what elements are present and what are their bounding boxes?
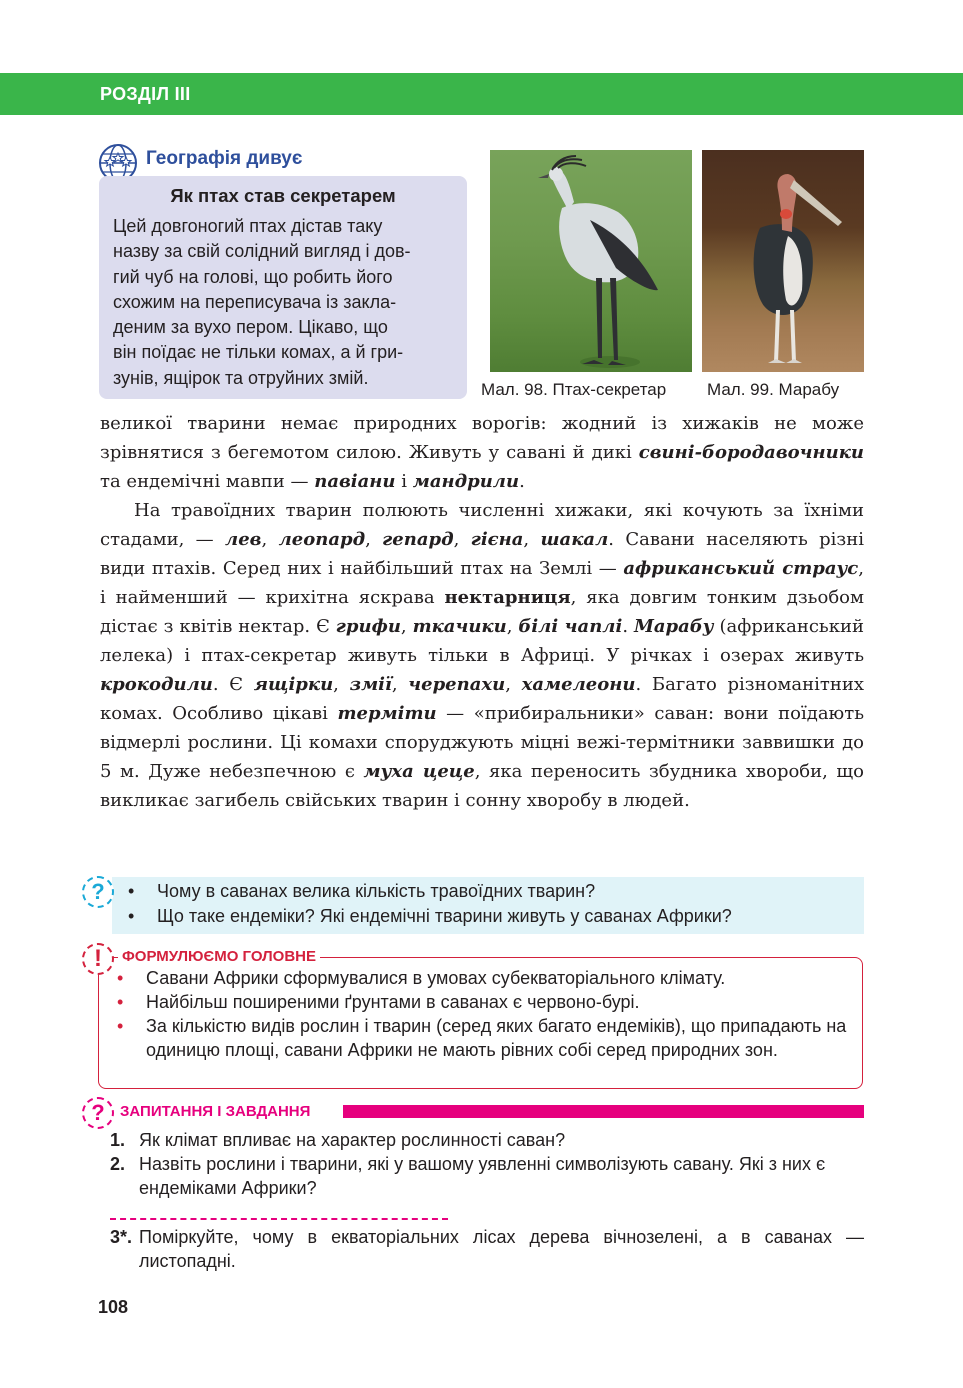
task-number: 2. xyxy=(110,1154,126,1174)
term-highlight: гієна xyxy=(470,529,524,550)
tasks-question-icon xyxy=(82,1097,114,1129)
geo-box-line: гий чуб на голові, що робить його xyxy=(113,266,393,287)
task-item xyxy=(110,1152,864,1200)
bullet-icon: • xyxy=(117,1016,124,1036)
task-item xyxy=(110,1225,864,1273)
text-run: . Савани населяють різні види птахів. Серед них і найбільший птах на Землі — xyxy=(100,529,864,579)
advanced-task-divider xyxy=(110,1218,448,1220)
term-highlight: білі чаплі xyxy=(518,616,623,637)
text-run: , xyxy=(523,529,541,550)
geo-box-title: Як птах став секретарем xyxy=(170,185,396,206)
task-text: Поміркуйте, чому в екваторіальних лісах дерева вічнозелені, а в саванах — листопадні. xyxy=(139,1227,864,1271)
text-run: , xyxy=(391,674,409,695)
secretary-bird-illustration xyxy=(490,150,692,372)
text-run: . Багато різноманітних комах. Особливо цікаві xyxy=(100,674,864,724)
term-highlight: нектарниця xyxy=(444,587,571,608)
geo-fact-box xyxy=(99,176,467,399)
term-highlight: мандрили xyxy=(412,471,520,492)
section-banner xyxy=(0,73,963,115)
term-highlight: черепахи xyxy=(408,674,506,695)
term-highlight: павіани xyxy=(314,471,396,492)
term-highlight: свині-бородавочники xyxy=(638,442,864,463)
geo-box-text xyxy=(113,214,456,391)
text-run: великої тварини немає природних ворогів: жодний із хижаків не може зрівнятися з бегемотом силою. Живуть у савані й дикі xyxy=(100,413,864,463)
text-run: та ендемічні мавпи — xyxy=(100,471,315,492)
question-text: Чому в саванах велика кількість травоїдних тварин? xyxy=(157,881,596,901)
exclamation-icon xyxy=(82,943,114,975)
summary-list xyxy=(117,966,853,1062)
text-run: — «прибиральники» саван: вони поїдають відмерлі рослини. Ці комахи споруджують міцні вежі-термітники заввишки до 5 м. Дуже небезпечною є xyxy=(100,703,864,782)
question-mark: ? xyxy=(91,1100,105,1125)
term-highlight: змії xyxy=(349,674,392,695)
question-text: Що таке ендеміки? Які ендемічні тварини живуть у саванах Африки? xyxy=(157,906,732,926)
secretary-bird-photo xyxy=(490,150,692,372)
bullet-icon: • xyxy=(128,881,135,901)
task-number: 3*. xyxy=(110,1227,133,1247)
term-highlight: грифи xyxy=(335,616,401,637)
term-highlight: шакал xyxy=(540,529,609,550)
geo-box-line: Цей довгоногий птах дістав таку xyxy=(113,216,383,236)
bullet-icon: • xyxy=(128,906,135,926)
term-highlight: африканський страус xyxy=(623,558,859,579)
text-run: . xyxy=(622,616,634,637)
geo-box-line: назву за свій солідний вигляд і дов- xyxy=(113,241,411,262)
geo-box-line: схожим на переписувача із закла- xyxy=(113,291,397,312)
summary-item xyxy=(117,990,853,1014)
body-text xyxy=(100,409,864,815)
task-number: 1. xyxy=(110,1130,126,1150)
summary-text: Найбільш поширеними ґрунтами в саванах є червоно-бурі. xyxy=(146,992,640,1012)
bullet-icon: • xyxy=(117,992,124,1012)
text-run: На травоїдних тварин полюють численні хижаки, які кочують за їхніми стадами, — xyxy=(100,500,864,550)
question-icon xyxy=(82,876,114,908)
question-mark: ? xyxy=(91,879,105,904)
term-highlight: лев xyxy=(225,529,262,550)
figure-caption: Мал. 99. Марабу xyxy=(707,380,840,399)
figure-caption: Мал. 98. Птах-секретар xyxy=(481,380,667,399)
summary-text: Савани Африки сформувалися в умовах субекваторіального клімату. xyxy=(146,968,726,988)
text-run: , xyxy=(506,616,519,637)
tasks-list xyxy=(110,1128,864,1200)
bullet-icon: • xyxy=(117,968,124,988)
term-highlight: хамелеони xyxy=(521,674,636,695)
body-paragraph xyxy=(100,496,864,815)
text-run: , xyxy=(505,674,522,695)
term-highlight: терміти xyxy=(337,703,437,724)
page-number: 108 xyxy=(98,1297,129,1317)
exclamation-mark: ! xyxy=(94,945,102,972)
text-run: , xyxy=(400,616,413,637)
term-highlight: ткачики xyxy=(412,616,507,637)
question-item xyxy=(128,904,732,929)
text-run: і xyxy=(395,471,413,492)
text-run: , xyxy=(333,674,350,695)
summary-item xyxy=(117,966,853,990)
questions-list xyxy=(128,879,732,929)
text-run: , xyxy=(453,529,471,550)
text-run: (африканський лелека) і птах-секретар живуть тільки в Африці. У річках і озерах живуть xyxy=(100,616,864,666)
summary-text: За кількістю видів рослин і тварин (серед яких багато ендеміків), що припадають на одиницю площі, савани Африки не мають рівних собі серед природних зон. xyxy=(146,1016,847,1060)
text-run: . Є xyxy=(212,674,254,695)
term-highlight: леопард xyxy=(278,529,366,550)
text-run: , яка довгим тонким дзьобом дістає з квітів нектар. Є xyxy=(100,587,864,637)
task-item xyxy=(110,1128,864,1152)
marabou-photo xyxy=(702,150,864,372)
summary-item xyxy=(117,1014,853,1062)
geo-box-heading: Географія дивує xyxy=(146,148,303,169)
term-highlight: ящірки xyxy=(253,674,334,695)
task-text: Як клімат впливає на характер рослинності саван? xyxy=(139,1130,566,1150)
text-run: , xyxy=(365,529,383,550)
geo-box-line: він поїдає не тільки комах, а й гри- xyxy=(113,342,404,363)
geo-box-line: зунів, ящірок та отруйних змій. xyxy=(113,367,369,388)
question-item xyxy=(128,879,732,904)
term-highlight: Марабу xyxy=(633,616,714,637)
marabou-illustration xyxy=(702,150,864,372)
tasks-title: ЗАПИТАННЯ І ЗАВДАННЯ xyxy=(120,1103,311,1120)
summary-title: ФОРМУЛЮЄМО ГОЛОВНЕ xyxy=(118,948,320,965)
geo-box-line: деним за вухо пером. Цікаво, що xyxy=(113,317,388,338)
term-highlight: гепард xyxy=(382,529,454,550)
text-run: , яка переносить збудника хвороби, що викликає загибель свійських тварин і сонну хворобу в людей. xyxy=(100,761,864,811)
section-label: РОЗДІЛ ІІІ xyxy=(100,84,191,104)
text-run: , і найменший — крихітна яскрава xyxy=(100,558,864,608)
task-text: Назвіть рослини і тварини, які у вашому уявленні символізують савану. Які з них є ендеміками Африки? xyxy=(139,1154,826,1198)
tasks-title-bar xyxy=(343,1105,864,1118)
text-run: . xyxy=(519,471,525,492)
term-highlight: крокодили xyxy=(100,674,213,695)
term-highlight: муха цеце xyxy=(363,761,475,782)
text-run: , xyxy=(261,529,279,550)
body-paragraph xyxy=(100,409,864,496)
